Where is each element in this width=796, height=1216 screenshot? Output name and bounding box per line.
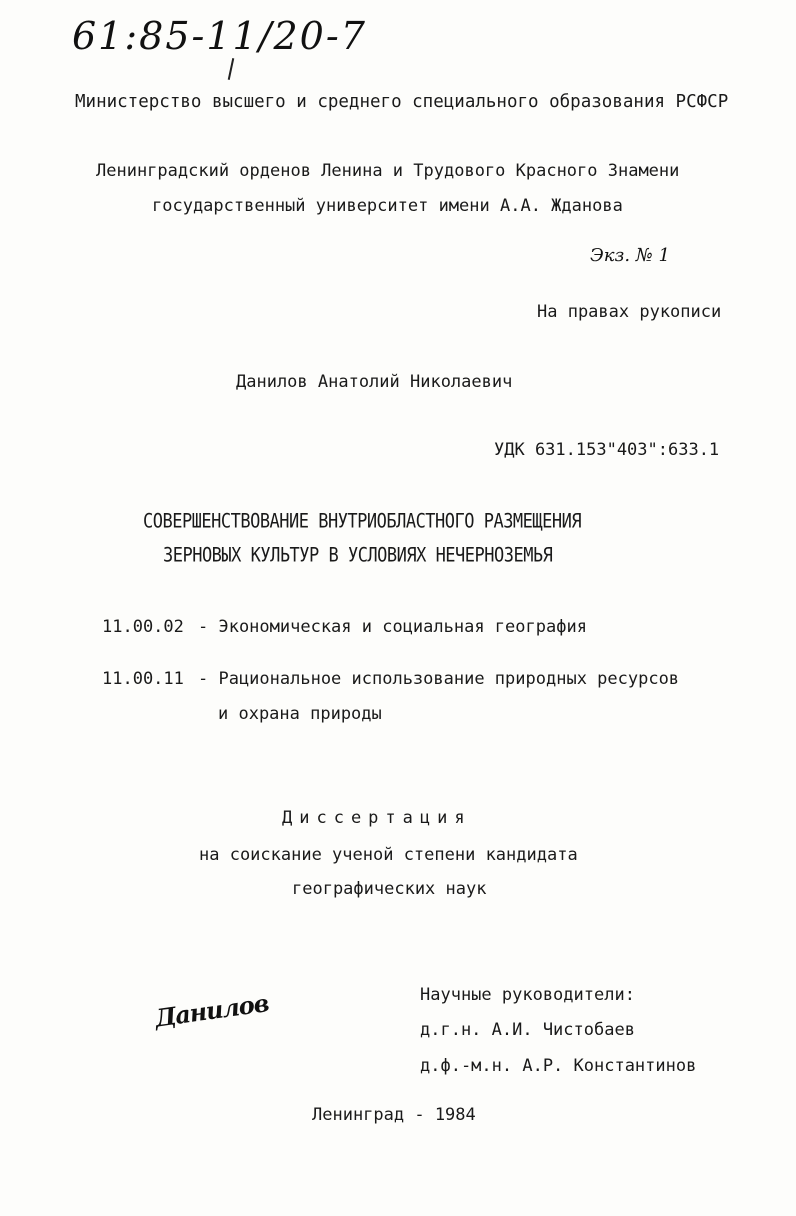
supervisor-2: д.ф.-м.н. А.Р. Константинов xyxy=(420,1056,697,1076)
archive-code-underline xyxy=(228,58,235,80)
author-signature: Данилов xyxy=(153,988,271,1033)
title-line-2: ЗЕРНОВЫХ КУЛЬТУР В УСЛОВИЯХ НЕЧЕРНОЗЕМЬЯ xyxy=(163,544,553,567)
author-name: Данилов Анатолий Николаевич xyxy=(236,372,513,392)
supervisors-heading: Научные руководители: xyxy=(420,985,635,1005)
udk-code: УДК 631.153"403":633.1 xyxy=(494,440,720,460)
dissertation-field-line: географических наук xyxy=(292,879,487,899)
specialty-name-2-cont: и охрана природы xyxy=(218,704,382,724)
ministry-line: Министерство высшего и среднего специального образования РСФСР xyxy=(75,92,729,112)
specialty-code-1: 11.00.02 xyxy=(102,617,184,637)
university-line-1: Ленинградский орденов Ленина и Трудового Красного Знамени xyxy=(96,161,680,181)
archive-code-handwritten: 61:85-11/20-7 xyxy=(72,14,367,58)
specialty-code-2: 11.00.11 xyxy=(102,669,184,689)
rights-note: На правах рукописи xyxy=(537,302,722,322)
university-line-2: государственный университет имени А.А. Жданова xyxy=(152,196,623,216)
copy-mark-handwritten: Экз. № 1 xyxy=(590,245,670,266)
dissertation-heading: Диссертация xyxy=(282,808,472,828)
specialty-name-1: - Экономическая и социальная география xyxy=(198,617,587,637)
specialty-name-2: - Рациональное использование природных ресурсов xyxy=(198,669,680,689)
dissertation-degree-line: на соискание ученой степени кандидата xyxy=(199,845,578,865)
title-line-1: СОВЕРШЕНСТВОВАНИЕ ВНУТРИОБЛАСТНОГО РАЗМЕЩЕНИЯ xyxy=(143,510,582,533)
supervisor-1: д.г.н. А.И. Чистобаев xyxy=(420,1020,635,1040)
city-year: Ленинград - 1984 xyxy=(312,1105,476,1125)
